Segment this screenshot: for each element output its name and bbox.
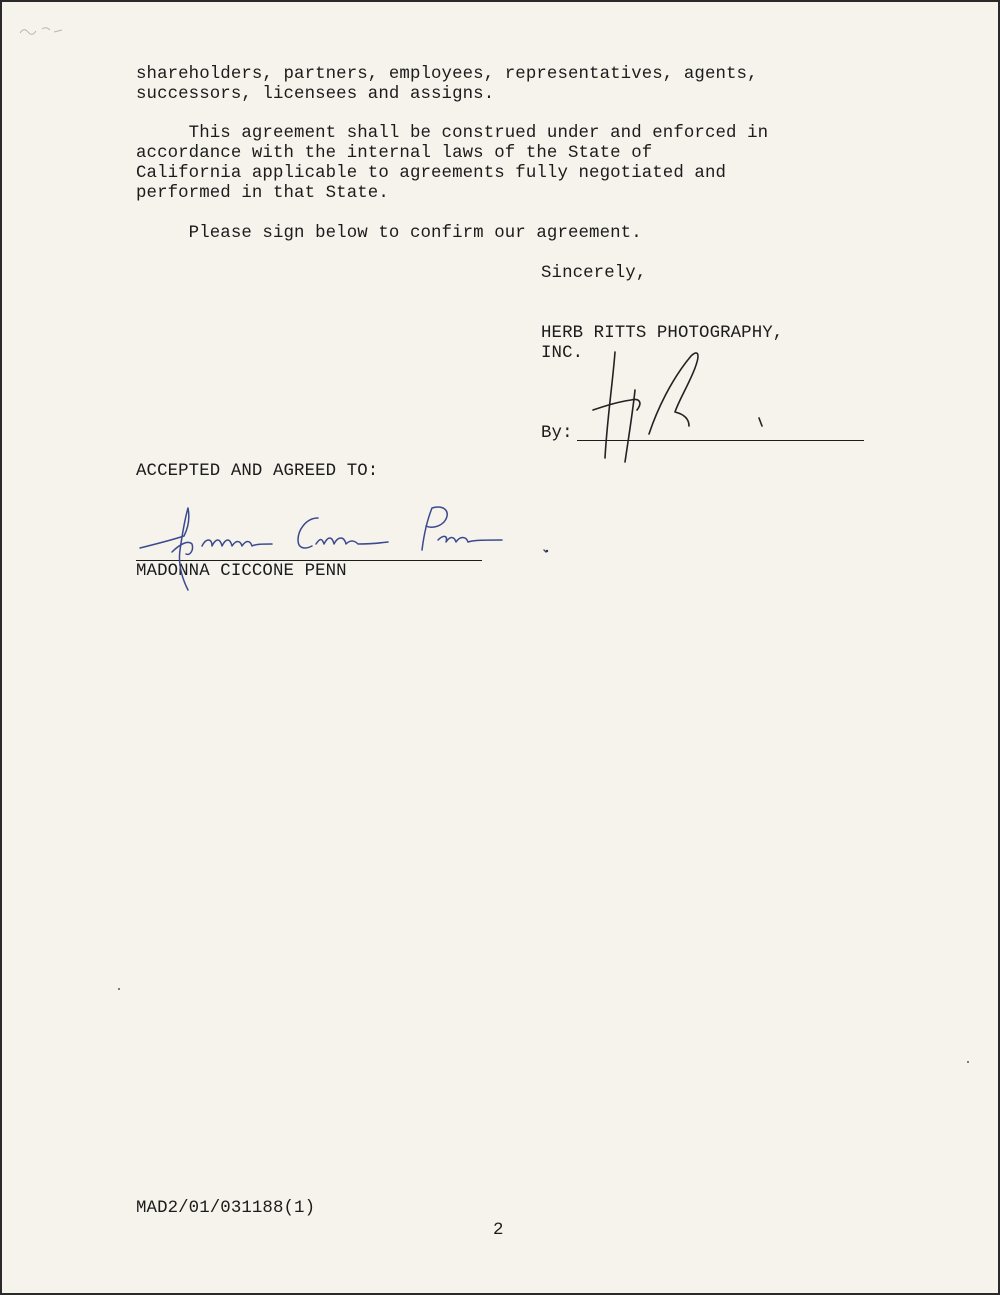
paper-speck [966, 1060, 970, 1064]
body-line: California applicable to agreements fully negotiated and [136, 164, 727, 183]
document-code: MAD2/01/031188(1) [136, 1199, 316, 1218]
body-line: accordance with the internal laws of the State of [136, 144, 653, 163]
signatory-name: MADONNA CICCONE PENN [136, 562, 347, 581]
page-number: 2 [493, 1221, 504, 1240]
body-line: shareholders, partners, employees, representatives, agents, [136, 65, 758, 84]
body-line: This agreement shall be construed under and enforced in [136, 124, 769, 143]
company-name: HERB RITTS PHOTOGRAPHY, [541, 324, 784, 343]
herb-ritts-signature [587, 340, 777, 470]
acceptance-heading: ACCEPTED AND AGREED TO: [136, 462, 379, 481]
by-label: By: [541, 424, 573, 443]
madonna-signature [132, 500, 552, 600]
closing-salutation: Sincerely, [541, 264, 647, 283]
pencil-mark [18, 24, 66, 38]
company-name: INC. [541, 344, 584, 363]
body-line: Please sign below to confirm our agreement. [136, 224, 642, 243]
body-line: successors, licensees and assigns. [136, 85, 495, 104]
body-line: performed in that State. [136, 184, 389, 203]
paper-speck [545, 549, 549, 553]
paper-speck [117, 987, 121, 991]
